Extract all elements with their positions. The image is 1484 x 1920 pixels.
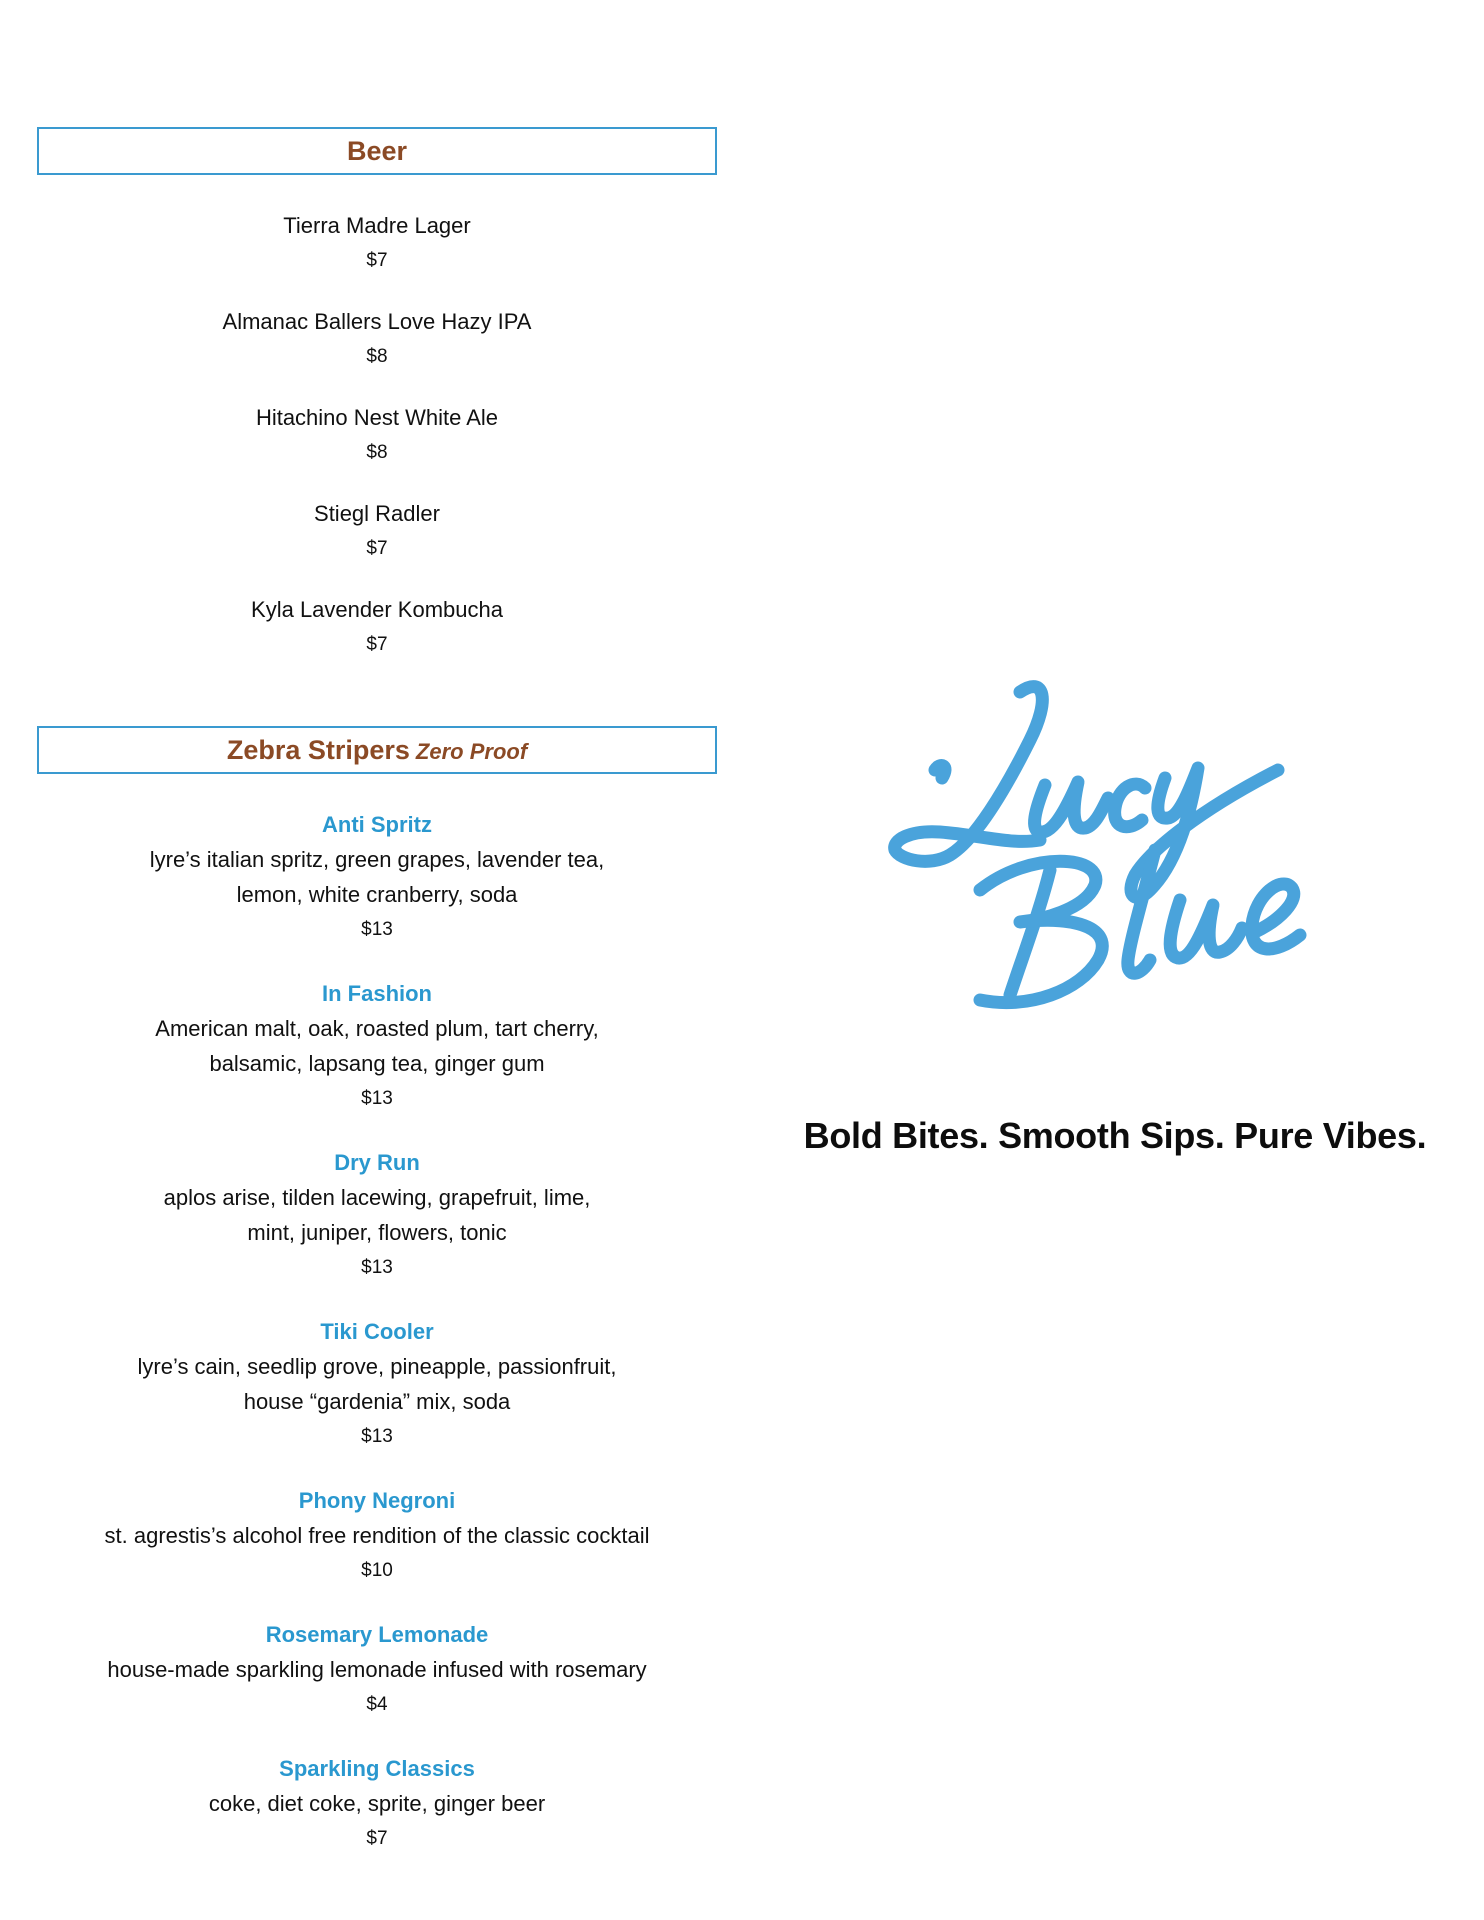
drink-item [37, 976, 717, 1116]
beer-price: $7 [366, 538, 388, 559]
drink-description: lyre’s italian spritz, green grapes, lavender tea, lemon, white cranberry, soda [149, 847, 605, 907]
drink-description: lyre’s cain, seedlip grove, pineapple, passionfruit, house “gardenia” mix, soda [137, 1354, 617, 1414]
drink-price: $7 [366, 1828, 388, 1849]
zero-proof-section-title: Zebra Stripers [226, 735, 410, 765]
beer-item [37, 208, 717, 304]
drink-description: st. agrestis’s alcohol free rendition of the classic cocktail [104, 1523, 650, 1548]
zero-proof-subtitle: Zero Proof [415, 739, 528, 764]
tagline: Bold Bites. Smooth Sips. Pure Vibes. [803, 1115, 1427, 1156]
drink-description: coke, diet coke, sprite, ginger beer [208, 1791, 546, 1816]
drink-name: Dry Run [334, 1150, 420, 1175]
drink-item [37, 1314, 717, 1454]
beer-section-title: Beer [346, 136, 408, 166]
drink-name: Sparkling Classics [279, 1756, 475, 1781]
lucy-blue-logo-script [880, 670, 1320, 1030]
zero-proof-list [37, 774, 717, 1856]
beer-item [37, 304, 717, 400]
lucy-blue-logo [880, 670, 1320, 1030]
drink-price: $13 [361, 1426, 393, 1447]
drink-name: Phony Negroni [298, 1488, 456, 1513]
beer-price: $7 [366, 250, 388, 271]
beer-price: $7 [366, 634, 388, 655]
drink-name: Tiki Cooler [320, 1319, 434, 1344]
beer-name: Almanac Ballers Love Hazy IPA [222, 309, 532, 334]
drink-item [37, 1751, 717, 1856]
drink-item [37, 1617, 717, 1722]
drink-item [37, 1483, 717, 1588]
drink-description: American malt, oak, roasted plum, tart cherry, balsamic, lapsang tea, ginger gum [155, 1016, 599, 1076]
zero-proof-section-header [37, 726, 717, 774]
drink-description: house-made sparkling lemonade infused with rosemary [107, 1657, 647, 1682]
drink-price: $13 [361, 1257, 393, 1278]
drink-name: Anti Spritz [322, 812, 432, 837]
drink-price: $4 [366, 1694, 388, 1715]
beer-section-header [37, 127, 717, 175]
beer-name: Stiegl Radler [314, 501, 440, 526]
drink-name: Rosemary Lemonade [265, 1622, 489, 1647]
beer-item [37, 592, 717, 688]
drink-description: aplos arise, tilden lacewing, grapefruit, lime, mint, juniper, flowers, tonic [163, 1185, 591, 1245]
beer-name: Hitachino Nest White Ale [255, 405, 499, 430]
drink-item [37, 1145, 717, 1285]
beer-name: Tierra Madre Lager [283, 213, 471, 238]
drink-name: In Fashion [322, 981, 432, 1006]
beer-item [37, 496, 717, 592]
beer-list [37, 175, 717, 688]
beer-price: $8 [366, 442, 388, 463]
beer-name: Kyla Lavender Kombucha [251, 597, 503, 622]
drink-price: $10 [361, 1560, 393, 1581]
drink-price: $13 [361, 1088, 393, 1109]
menu-column [37, 127, 717, 1885]
beer-item [37, 400, 717, 496]
drink-item [37, 807, 717, 947]
beer-price: $8 [366, 346, 388, 367]
drink-price: $13 [361, 919, 393, 940]
